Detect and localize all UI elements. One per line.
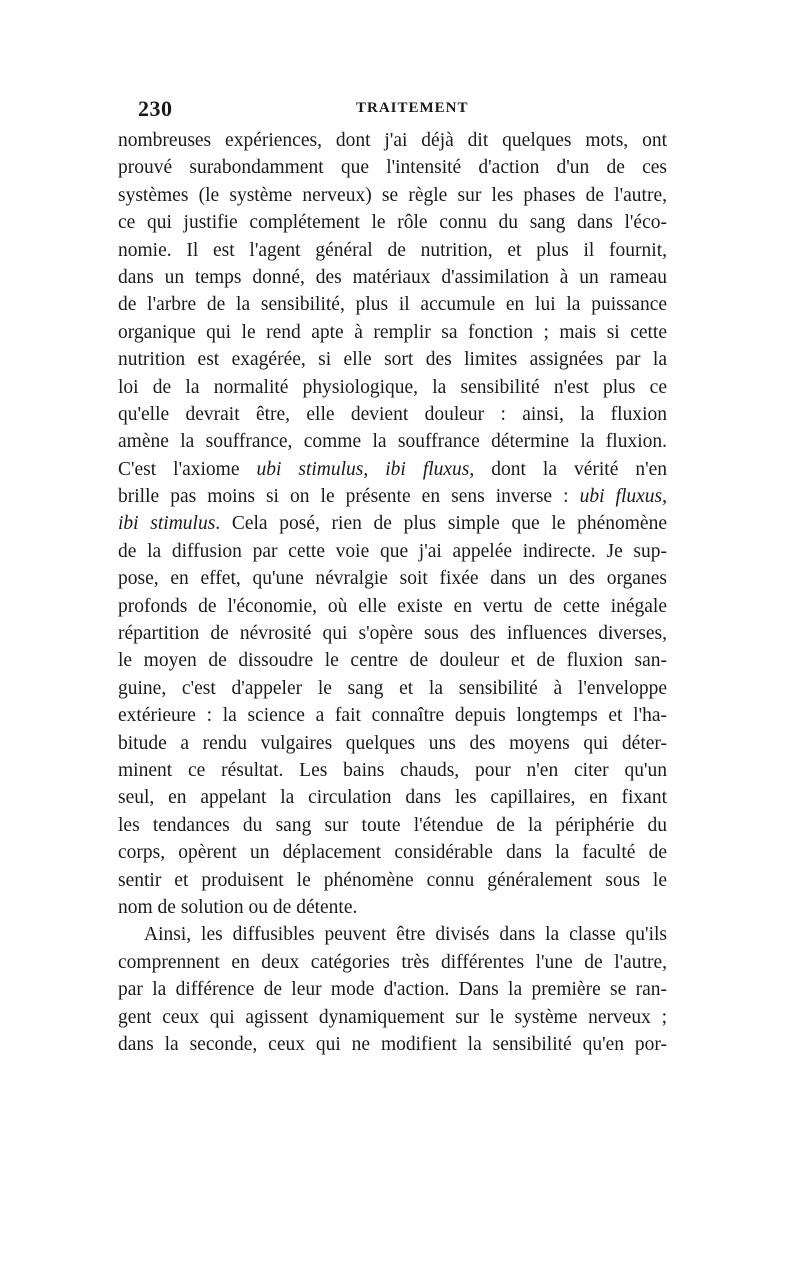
text-line-with-italics	[118, 510, 667, 537]
text-line: loi de la normalité physiologique, la sensibilité n'est plus ce	[118, 376, 667, 398]
text-line-with-italics	[118, 456, 667, 483]
italic-term: ubi stimulus	[256, 458, 364, 480]
body-text	[118, 127, 667, 1058]
text-line: répartition de névrosité qui s'opère sous des influences diverses,	[118, 623, 667, 645]
text-line: profonds de l'économie, où elle existe en vertu de cette inégale	[118, 595, 667, 617]
paragraph-start-line: Ainsi, les diffusibles peuvent être divisés dans la classe qu'ils	[144, 924, 667, 946]
text-line: pose, en effet, qu'une névralgie soit fixée dans un des organes	[118, 568, 667, 590]
text-line: qu'elle devrait être, elle devient douleur : ainsi, la fluxion	[118, 403, 667, 425]
text-line-with-italics	[118, 483, 667, 510]
text-line: de la diffusion par cette voie que j'ai appelée indirecte. Je sup-	[118, 540, 667, 562]
text-line: bitude a rendu vulgaires quelques uns des moyens qui déter-	[118, 732, 667, 754]
text-line: par la différence de leur mode d'action. Dans la première se ran-	[118, 979, 667, 1001]
text-line: systèmes (le système nerveux) se règle sur les phases de l'autre,	[118, 184, 667, 206]
text-segment: , dont la vérité n'en	[469, 458, 667, 480]
text-line: minent ce résultat. Les bains chauds, pour n'en citer qu'un	[118, 759, 667, 781]
text-line: ce qui justifie complétement le rôle connu du sang dans l'éco-	[118, 212, 667, 234]
text-line: extérieure : la science a fait connaître depuis longtemps et l'ha-	[118, 705, 667, 727]
text-line: dans un temps donné, des matériaux d'assimilation à un rameau	[118, 266, 667, 288]
text-line: dans la seconde, ceux qui ne modifient la sensibilité qu'en por-	[118, 1033, 667, 1055]
text-segment: ,	[363, 458, 386, 480]
italic-term: ubi fluxus	[579, 486, 663, 508]
text-line: nomie. Il est l'agent général de nutrition, et plus il fournit,	[118, 239, 667, 261]
text-line: guine, c'est d'appeler le sang et la sensibilité à l'enveloppe	[118, 677, 667, 699]
page-header	[138, 96, 668, 124]
text-line: sentir et produisent le phénomène connu généralement sous le	[118, 869, 667, 891]
text-segment: C'est l'axiome	[118, 458, 257, 480]
text-line: comprennent en deux catégories très différentes l'une de l'autre,	[118, 951, 667, 973]
text-line: les tendances du sang sur toute l'étendue de la périphérie du	[118, 814, 667, 836]
running-head: TRAITEMENT	[356, 100, 469, 116]
text-line: nombreuses expériences, dont j'ai déjà dit quelques mots, ont	[118, 130, 667, 151]
text-line: prouvé surabondamment que l'intensité d'action d'un de ces	[118, 157, 667, 179]
text-segment: brille pas moins si on le présente en sens inverse :	[118, 486, 580, 508]
text-segment: . Cela posé, rien de plus simple que le phénomène	[215, 513, 667, 535]
text-line: gent ceux qui agissent dynamiquement sur le système nerveux ;	[118, 1006, 667, 1028]
text-line: seul, en appelant la circulation dans les capillaires, en fixant	[118, 787, 667, 809]
text-line: de l'arbre de la sensibilité, plus il accumule en lui la puissance	[118, 294, 667, 316]
text-line: corps, opèrent un déplacement considérable dans la faculté de	[118, 842, 667, 864]
italic-term: ibi fluxus	[385, 458, 470, 480]
page-number: 230	[138, 96, 173, 121]
text-line: nutrition est exagérée, si elle sort des limites assignées par la	[118, 349, 667, 371]
text-line: le moyen de dissoudre le centre de douleur et de fluxion san-	[118, 650, 667, 672]
italic-term: ibi stimulus	[118, 513, 216, 535]
text-segment: ,	[662, 486, 667, 508]
text-line: amène la souffrance, comme la souffrance détermine la fluxion.	[118, 431, 667, 453]
paragraph-end-line: nom de solution ou de détente.	[118, 896, 358, 918]
text-line: organique qui le rend apte à remplir sa fonction ; mais si cette	[118, 321, 667, 343]
